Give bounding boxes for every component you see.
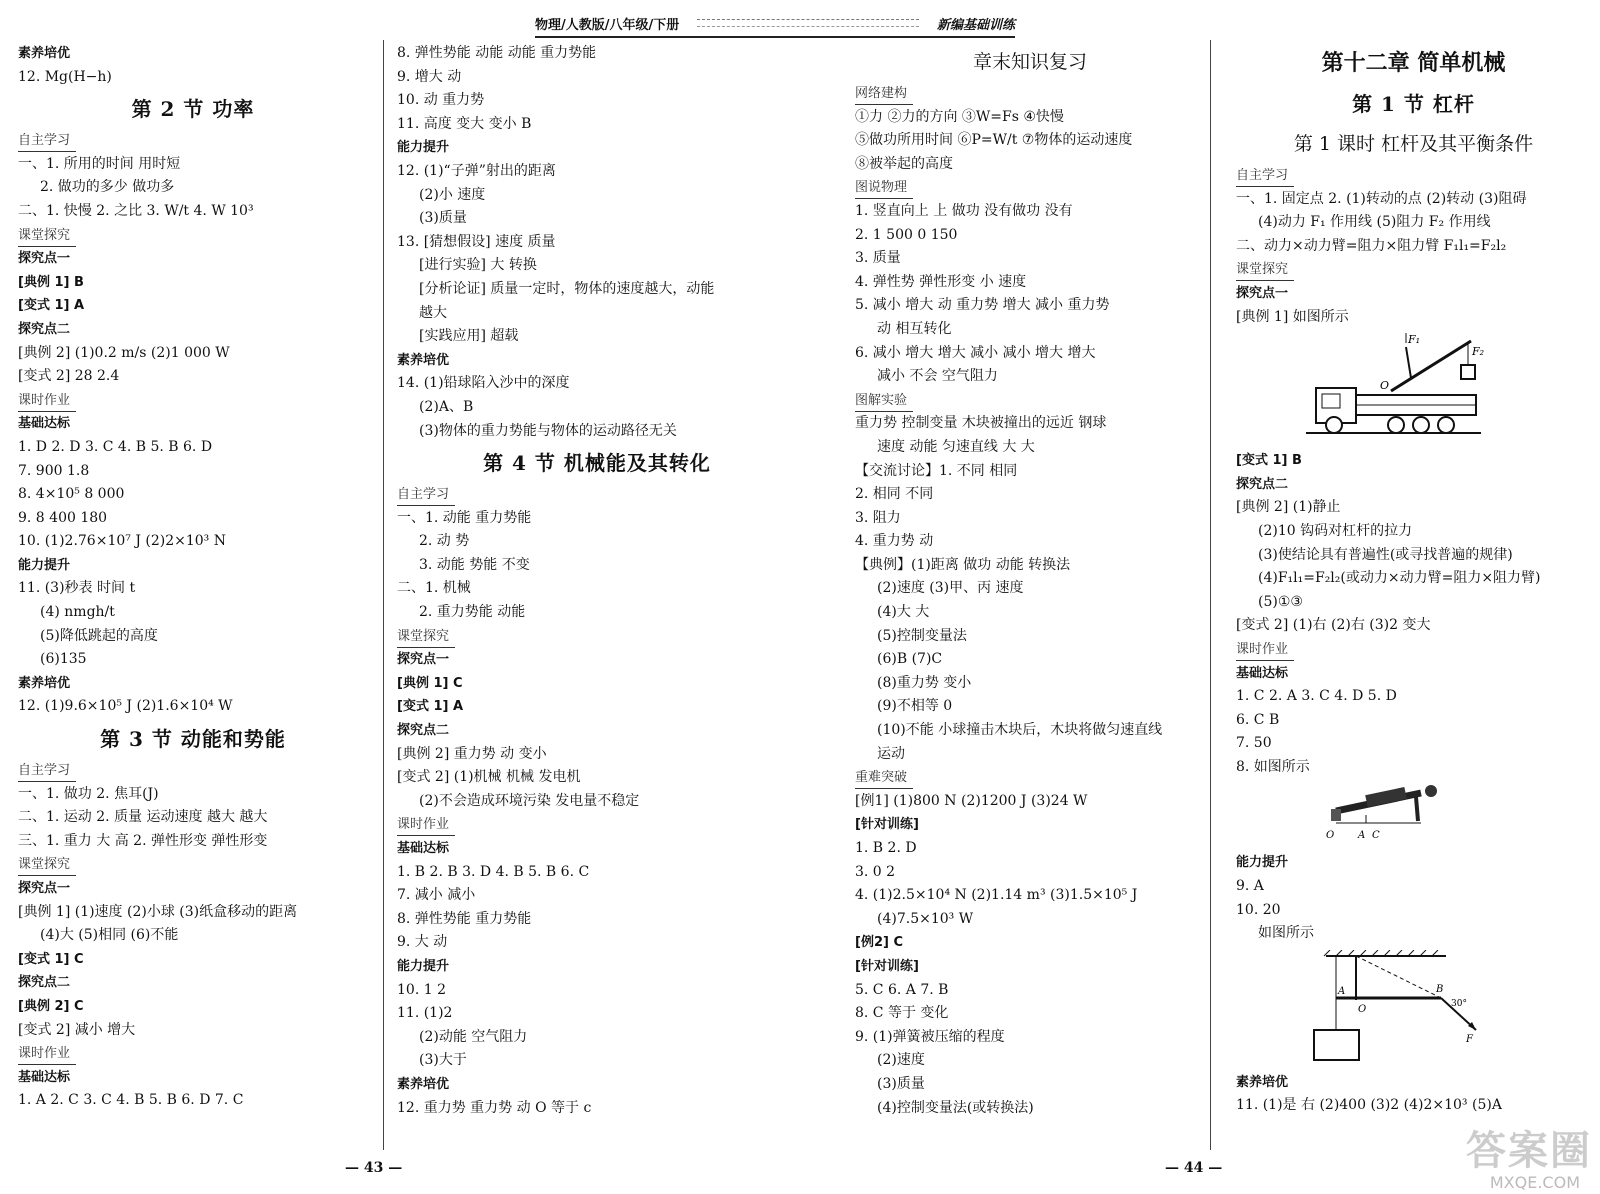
lesson-title: 第 4 节 机械能及其转化 [483,451,711,476]
subsection-heading: 素养培优 [397,1076,450,1092]
column-divider [1210,40,1211,1150]
answer-line: 2. 做功的多少 做功多 [40,179,175,196]
header-decoration [697,19,919,27]
answer-line: 8. 弹性势能 重力势能 [397,910,532,927]
column-divider [383,40,384,1150]
answer-line: [变式 2] (1)机械 机械 发电机 [397,769,581,786]
subsection-heading: 基础达标 [18,416,71,432]
subsection-heading: [典例 2] C [18,998,84,1014]
subsection-heading: 基础达标 [1236,665,1289,681]
answer-line: (5)降低跳起的高度 [40,627,158,644]
answer-line: (4)大 大 [877,604,930,621]
section-label: 网络建构 [855,84,913,105]
answer-line: 13. [猜想假设] 速度 质量 [397,233,556,250]
answer-line: (8)重力势 变小 [877,674,972,691]
label-a: A [1338,985,1346,997]
subsection-heading: 探究点二 [18,321,71,337]
answer-line: 二、动力×动力臂=阻力×阻力臂 F₁l₁=F₂l₂ [1236,237,1507,254]
answer-line: 11. (1)是 右 (2)400 (3)2 (4)2×10³ (5)A [1236,1097,1502,1114]
answer-line: 三、1. 重力 大 高 2. 弹性形变 弹性形变 [18,832,268,849]
answer-line: 11. (3)秒表 时间 t [18,580,136,597]
section-label: 图解实验 [855,391,913,412]
answer-line: [变式 2] (1)右 (2)右 (3)2 变大 [1236,617,1431,634]
answer-line: (3)使结论具有普遍性(或寻找普遍的规律) [1258,546,1513,563]
label-angle: 30° [1451,998,1467,1009]
subsection-heading: [针对训练] [855,958,919,974]
answer-line: (2)10 钩码对杠杆的拉力 [1258,522,1413,539]
answer-line: (4) nmgh/t [40,604,115,621]
subsection-heading: 能力提升 [397,140,450,156]
subsection-heading: [典例 1] C [397,675,463,691]
answer-line: 减小 不会 空气阻力 [877,368,998,385]
lever-lesson-answers [1236,449,1591,779]
answer-line: (4)大 (5)相同 (6)不能 [40,927,179,944]
answer-line: 3. 阻力 [855,509,901,526]
answer-line: (3)大于 [419,1052,467,1069]
subsection-heading: 素养培优 [1236,1074,1289,1090]
answer-line: (2)不会造成环境污染 发电量不稳定 [419,792,640,809]
answer-line: 8. 如图所示 [1236,758,1310,775]
answer-line: 6. C B [1236,711,1280,728]
label-o: O [1326,830,1335,842]
literacy-section [1236,1071,1591,1118]
subsection-heading: 能力提升 [18,557,71,573]
answer-line: 1. B 2. B 3. D 4. B 5. B 6. C [397,863,590,880]
answer-line: 7. 50 [1236,735,1272,752]
subsection-heading: 素养培优 [18,675,71,691]
answer-line: 8. 弹性势能 动能 动能 重力势能 [397,45,597,61]
section-label: 重难突破 [855,768,913,789]
answer-line: 11. (1)2 [397,1005,453,1022]
answer-line: 4. 弹性势 弹性形变 小 速度 [855,273,1027,290]
crane-lever-figure [1296,333,1486,443]
answer-line: [分析论证] 质量一定时，物体的速度越大，动能 [419,280,715,297]
subsection-heading: [变式 1] B [1236,453,1302,469]
subsection-heading: 基础达标 [397,841,450,856]
answer-line: (4)F₁l₁=F₂l₂(或动力×动力臂=阻力×阻力臂) [1258,570,1541,587]
answer-line: 5. 减小 增大 动 重力势 增大 减小 重力势 [855,297,1110,314]
answer-line: 越大 [419,304,447,321]
answer-line: 10. 动 重力势 [397,92,485,109]
answer-line: [典例 1] (1)速度 (2)小球 (3)纸盒移动的距离 [18,903,298,920]
subsection-heading: 能力提升 [397,958,450,974]
answer-column-1 [18,42,368,1113]
answer-line: [典例 2] (1)0.2 m/s (2)1 000 W [18,344,230,361]
watermark-logo: 答案圈 [1466,1128,1592,1174]
answer-line: 2. 相同 不同 [855,486,934,503]
answer-line: 2. 动 势 [419,533,470,550]
answer-line: 4. (1)2.5×10⁴ N (2)1.14 m³ (3)1.5×10⁵ J [855,887,1138,904]
answer-line: 5. C 6. A 7. B [855,981,949,998]
answer-line: [变式 2] 28 2.4 [18,368,120,385]
answer-line: ⑤做功所用时间 ⑥P=W/t ⑦物体的运动速度 [855,132,1133,149]
lesson-subtitle: 第 1 课时 杠杆及其平衡条件 [1293,133,1534,155]
answer-line: 【交流讨论】1. 不同 相同 [855,462,1018,479]
page-number-left: — 43 — [345,1160,403,1176]
answer-line: 二、1. 快慢 2. 之比 3. W/t 4. W 10³ [18,202,254,219]
answer-line: [变式 2] 减小 增大 [18,1021,136,1038]
section-label: 课时作业 [397,815,455,836]
subsection-heading: 素养培优 [397,352,450,368]
answer-line: (6)135 [40,651,87,668]
lesson-title: 第 3 节 动能和势能 [100,727,286,752]
subsection-heading: 能力提升 [1236,855,1289,871]
answer-line: 7. 减小 减小 [397,887,476,904]
answer-line: (5)①③ [1258,593,1303,610]
answer-line: [进行实验] 大 转换 [419,257,537,274]
answer-line: [典例 2] (1)静止 [1236,499,1341,516]
watermark-url: MXQE.COM [1489,1173,1580,1192]
subsection-heading: [变式 1] A [397,699,464,715]
section-label: 自主学习 [18,131,76,152]
answer-line: 12. 重力势 重力势 动 O 等于 c [397,1099,592,1116]
answer-line: (10)不能 小球撞击木块后，木块将做匀速直线 [877,722,1163,739]
answer-line: 二、1. 运动 2. 质量 运动速度 越大 越大 [18,809,268,826]
answer-line: 1. A 2. C 3. C 4. B 5. B 6. D 7. C [18,1092,244,1109]
answer-line: 一、1. 所用的时间 用时短 [18,155,181,172]
section-label: 自主学习 [1236,166,1294,187]
answer-line: 3. 0 2 [855,863,896,880]
label-f: F [1466,1033,1473,1045]
header-title: 物理/人教版/八年级/下册 [535,17,680,33]
answer-line: 1. B 2. D [855,840,917,856]
answer-line: 12. Mg(H−h) [18,68,112,85]
answer-line: (2)动能 空气阻力 [419,1028,528,1045]
answer-line: 速度 动能 匀速直线 大 大 [877,438,1035,455]
answer-line: (2)速度 (3)甲、丙 速度 [877,580,1024,597]
subsection-heading: [典例 1] B [18,274,84,290]
answer-line: [典例 2] 重力势 动 变小 [397,745,547,762]
pushup-lever-figure [1296,783,1496,845]
answer-line: 二、1. 机械 [397,580,471,597]
answer-line: 如图所示 [1258,925,1314,942]
subsection-heading: [例2] C [855,935,903,951]
answer-line: (4)控制变量法(或转换法) [877,1099,1034,1116]
section-label: 课堂探究 [397,627,455,648]
answer-line: 9. A [1236,878,1264,895]
section-label: 自主学习 [18,761,76,782]
section-label: 自主学习 [397,485,455,506]
answer-line: 2. 重力势能 动能 [419,604,526,621]
answer-line: 10. 1 2 [397,981,446,998]
answer-line: 1. D 2. D 3. C 4. B 5. B 6. D [18,438,213,455]
answer-line: 9. 增大 动 [397,68,462,85]
answer-line: 12. (1)9.6×10⁵ J (2)1.6×10⁴ W [18,698,233,715]
subsection-heading: 探究点一 [1236,285,1289,301]
answer-line: (6)B (7)C [877,651,943,668]
answer-line: 重力势 控制变量 木块被撞出的远近 钢球 [855,415,1107,432]
answer-line: 10. (1)2.76×10⁷ J (2)2×10³ N [18,533,226,550]
answer-line: 8. C 等于 变化 [855,1005,949,1022]
label-o: O [1358,1003,1367,1015]
answer-line: 9. 8 400 180 [18,509,108,526]
subsection-heading: [变式 1] C [18,951,84,967]
subsection-heading: 探究点一 [397,652,450,668]
subsection-heading: [针对训练] [855,817,919,833]
answer-line: 8. 4×10⁵ 8 000 [18,486,125,503]
answer-line: 12. (1)“子弹”射出的距离 [397,162,556,179]
answer-line: 运动 [877,745,905,762]
answer-line: 一、1. 动能 重力势能 [397,509,532,526]
page-number-right: — 44 — [1165,1160,1223,1176]
answer-column-2 [397,42,797,1120]
answer-line: 4. 重力势 动 [855,533,934,550]
subsection-heading: 探究点一 [18,881,71,896]
rope-lever-figure [1296,950,1506,1065]
section-label: 课堂探究 [18,226,76,247]
answer-line: 7. 900 1.8 [18,462,90,479]
ability-section [1236,851,1591,945]
answer-line: (3)物体的重力势能与物体的运动路径无关 [419,422,677,439]
chapter-title: 第十二章 简单机械 [1321,50,1506,76]
label-c: C [1372,830,1380,842]
section-label: 课时作业 [18,1044,76,1065]
subsection-heading: 探究点二 [1236,476,1289,492]
answer-line: 3. 质量 [855,250,901,267]
answer-line: (2)速度 [877,1052,925,1069]
lesson-subtitle: 章末知识复习 [972,51,1087,73]
label-f1: F₁ [1408,333,1421,347]
answer-line: 1. C 2. A 3. C 4. D 5. D [1236,688,1397,705]
answer-line: ⑧被举起的高度 [855,155,953,172]
subsection-heading: [变式 1] A [18,298,85,314]
answer-line: (3)质量 [419,210,467,227]
subsection-heading: 基础达标 [18,1069,71,1085]
page-header [535,10,1015,38]
section-label: 课堂探究 [1236,260,1294,281]
subsection-heading: 探究点二 [397,723,450,739]
section-label: 课时作业 [1236,640,1294,661]
answer-line: (2)A、B [419,398,474,415]
answer-line: 9. (1)弹簧被压缩的程度 [855,1028,1005,1045]
answer-line: (4)动力 F₁ 作用线 (5)阻力 F₂ 作用线 [1258,214,1491,231]
answer-column-3 [855,42,1205,1120]
header-brand: 新编基础训练 [936,17,1015,33]
answer-line: 2. 1 500 0 150 [855,226,958,243]
answer-line: [典例 1] 如图所示 [1236,308,1349,325]
answer-line: 10. 20 [1236,901,1281,918]
answer-line: (2)小 速度 [419,186,486,203]
answer-line: 动 相互转化 [877,320,952,337]
answer-line: 6. 减小 增大 增大 减小 减小 增大 增大 [855,344,1096,361]
answer-line: 【典例】(1)距离 做功 动能 转换法 [855,556,1071,573]
section-label: 课堂探究 [18,855,76,876]
answer-column-4 [1236,42,1591,1118]
answer-line: 9. 大 动 [397,934,448,951]
answer-line: (4)7.5×10³ W [877,910,974,927]
answer-line: 一、1. 做功 2. 焦耳(J) [18,785,159,802]
answer-line: (3)质量 [877,1075,925,1092]
label-b: B [1436,983,1444,995]
section-label: 图说物理 [855,178,913,199]
answer-line: [实践应用] 超载 [419,328,519,345]
answer-line: ①力 ②力的方向 ③W=Fs ④快慢 [855,108,1064,125]
lesson-title: 第 2 节 功率 [131,97,255,122]
section-label: 课时作业 [18,391,76,412]
subsection-heading: 素养培优 [18,46,71,61]
label-a: A [1358,830,1366,842]
subsection-heading: 探究点二 [18,975,71,991]
label-f2: F₂ [1472,345,1485,359]
answer-line: (9)不相等 0 [877,698,953,715]
chapter12-intro [1236,42,1591,329]
answer-line: 3. 动能 势能 不变 [419,556,530,573]
answer-line: [例1] (1)800 N (2)1200 J (3)24 W [855,792,1088,809]
answer-line: (5)控制变量法 [877,627,967,644]
answer-line: 1. 竖直向上 上 做功 没有做功 没有 [855,202,1073,219]
answer-line: 11. 高度 变大 变小 B [397,115,532,132]
answer-line: 14. (1)铅球陷入沙中的深度 [397,375,570,392]
subsection-heading: 探究点一 [18,251,71,267]
answer-line: 一、1. 固定点 2. (1)转动的点 (2)转动 (3)阻碍 [1236,190,1527,207]
lesson-title: 第 1 节 杠杆 [1352,92,1475,116]
label-o: O [1380,379,1390,393]
